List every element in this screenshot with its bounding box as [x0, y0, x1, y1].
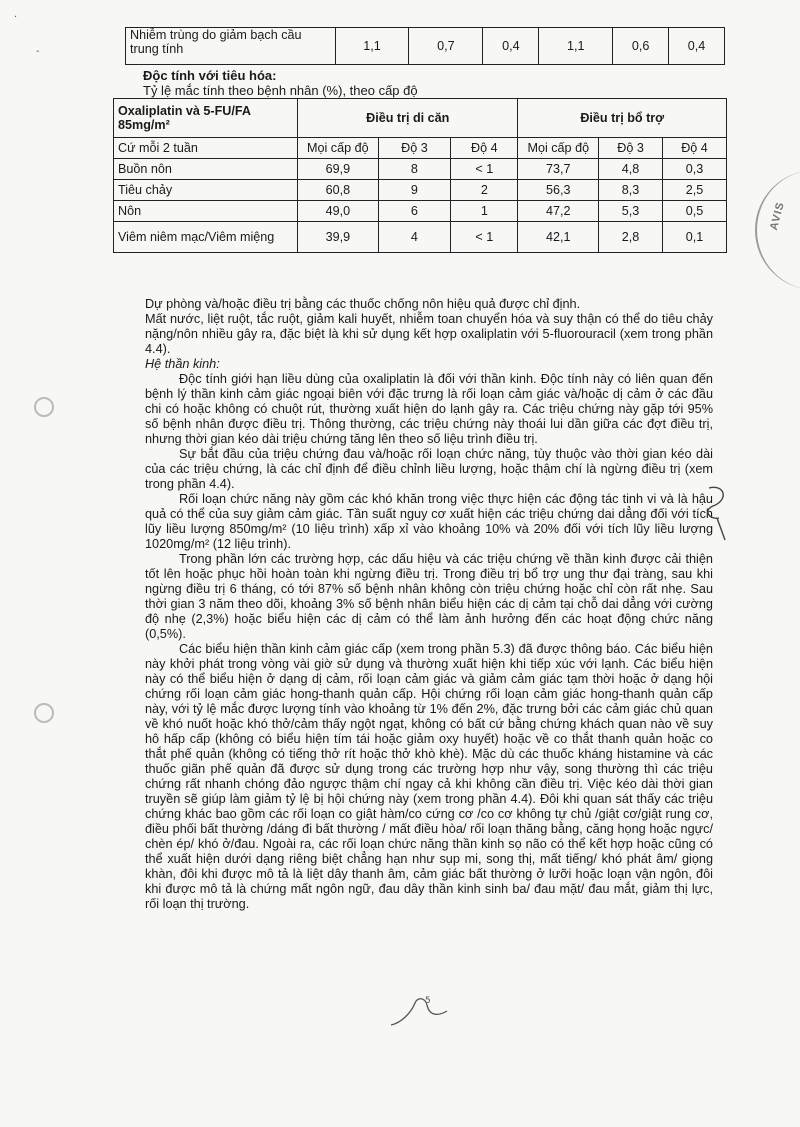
- row-label: Nhiễm trùng do giảm bạch cầu trung tính: [126, 28, 336, 65]
- paragraph: Sự bắt đầu của triệu chứng đau và/hoặc rối loạn chức năng, tùy thuộc vào thời gian kéo dài của các triệu chứng, là các chỉ định để điều chỉnh liều lượng, hoặc thậm chí là ngừng điều trị (xem trong phần 4.4).: [145, 447, 713, 491]
- table-cell: 9: [378, 180, 451, 201]
- punch-hole-icon: [34, 703, 54, 723]
- table-cell: 2: [451, 180, 518, 201]
- paragraph: Các biểu hiện thần kinh cảm giác cấp (xem trong phần 5.3) đã được thông báo. Các biểu hiện này khởi phát trong vòng vài giờ sử dụng và thường xuất hiện khi tiếp xúc với lạnh. Các biểu hiện này có thể biểu hiện ở dạng dị cảm, rối loạn cảm giác và giảm cảm giác tạm thời hoặc ở dạng hội chứng rối loạn cảm giác hong-thanh quản cấp. Hội chứng rối loạn cảm giác hong-thanh quản cấp này, với tỷ lệ mắc được lượng tính vào khoảng từ 1% đến 2%, đặc trưng bởi các cảm giác chủ quan về khó nuốt hoặc khó thở/cảm thấy ngột ngạt, không có bất cứ bằng chứng khách quan nào về suy hô hấp cấp (không có biểu hiện tím tái hoặc giảm oxy huyết) hoặc về co thắt thanh quản hoặc co thắt phế quản (không có tiếng thở rít hoặc thở khò khè). Mặc dù các thuốc kháng histamine và các thuốc giãn phế quản đã được sử dụng trong các trường hợp như vậy, song thường thì các triệu chứng rất nhanh chóng đảo ngược thậm chí ngay cả khi không cần điều trị. Việc kéo dài thời gian truyền sẽ giúp làm giảm tỷ lệ bị hội chứng này (xem trong phần 4.4). Đôi khi quan sát thấy các triệu chứng khác bao gồm các rối loạn co giật hàm/co cứng cơ /co cơ không tự chủ /giật cơ/giật rung cơ, điều phối bất thường /dáng đi bất thường / mất điều hòa/ rối loạn thăng bằng, căng họng hoặc ngực/ chèn ép/ khó ở/đau. Ngoài ra, các rối loạn chức năng thần kinh sọ não có thể kết hợp hoặc cũng có thể xuất hiện dưới dạng riêng biệt chẳng hạn như sụp mi, song thị, mất tiếng/ khó phát âm/ giọng khàn, đôi khi được mô tả là liệt dây thanh âm, cảm giác bất thường ở lưỡi hoặc loạn vận ngôn, đôi khi được mô tả là chứng mất ngôn ngữ, đau dây thần kinh sinh ba/ đau mặt/ đau mắt, giảm thị lực, rối loạn thị trường.: [145, 642, 713, 911]
- table-cell: 1,1: [335, 28, 409, 65]
- section-subtitle: Tỷ lệ mắc tính theo bệnh nhân (%), theo cấp độ: [143, 83, 418, 98]
- column-header: Mọi cấp độ: [298, 138, 379, 159]
- corner-mark: ·: [14, 12, 18, 23]
- paragraph: Trong phần lớn các trường hợp, các dấu hiệu và các triệu chứng về thần kinh được cải thiện tốt lên hoặc phục hồi hoàn toàn khi ngừng điều trị. Trong điều trị bổ trợ ung thư đại tràng, sau khi ngừng điều trị 6 tháng, có tới 87% số bệnh nhân không còn triệu chứng hoặc chỉ còn rất nhẹ. Sau thời gian 3 năm theo dõi, khoảng 3% số bệnh nhân biểu hiện các dị cảm tại chỗ dai dẳng với cường độ nhẹ (2,3%) hoặc biểu hiện các dị cảm có thể làm ảnh hưởng đến các hoạt động chức năng (0,5%).: [145, 552, 713, 641]
- table-cell: 69,9: [298, 159, 379, 180]
- column-header: Mọi cấp độ: [518, 138, 599, 159]
- table-row: [114, 180, 727, 201]
- regimen-header: Oxaliplatin và 5-FU/FA 85mg/m²: [114, 99, 298, 138]
- table-cell: 0,1: [663, 222, 727, 253]
- table-cell: < 1: [451, 159, 518, 180]
- table-cell: 49,0: [298, 201, 379, 222]
- table-cell: 0,5: [663, 201, 727, 222]
- table-cell: < 1: [451, 222, 518, 253]
- table-cell: 73,7: [518, 159, 599, 180]
- column-header: Độ 4: [451, 138, 518, 159]
- column-header: Độ 4: [663, 138, 727, 159]
- neutropenia-infection-table: [125, 27, 725, 65]
- table-cell: 1: [451, 201, 518, 222]
- row-label: Tiêu chảy: [114, 180, 298, 201]
- column-header: Độ 3: [378, 138, 451, 159]
- table-cell: 0,6: [613, 28, 669, 65]
- table-row: [126, 28, 725, 65]
- body-text: [145, 297, 713, 912]
- stamp-fragment: [755, 170, 800, 290]
- adjuvant-header: Điều trị bổ trợ: [518, 99, 727, 138]
- row-label: Buồn nôn: [114, 159, 298, 180]
- schedule-header: Cứ mỗi 2 tuần: [114, 138, 298, 159]
- punch-hole-icon: [34, 397, 54, 417]
- table-cell: 0,7: [409, 28, 483, 65]
- table-cell: 4: [378, 222, 451, 253]
- table-subheader-row: [114, 138, 727, 159]
- table-cell: 60,8: [298, 180, 379, 201]
- metastatic-header: Điều trị di căn: [298, 99, 518, 138]
- corner-mark: -: [36, 46, 40, 57]
- table-cell: 42,1: [518, 222, 599, 253]
- section-title: Độc tính với tiêu hóa:: [143, 68, 277, 83]
- paragraph: Rối loạn chức năng này gồm các khó khăn trong việc thực hiện các động tác tinh vi và là hậu quả có thể của suy giảm cảm giác. Tần suất nguy cơ xuất hiện các triệu chứng dai dẳng đối với tích lũy liều lượng 850mg/m² (10 liệu trình) xấp xỉ vào khoảng 10% và 20% đối với tích lũy liều lượng 1020mg/m² (12 liệu trình).: [145, 492, 713, 551]
- handwritten-signature-icon: [385, 993, 455, 1033]
- table-cell: 5,3: [599, 201, 663, 222]
- table-row: [114, 222, 727, 253]
- table-cell: 4,8: [599, 159, 663, 180]
- paragraph: Dự phòng và/hoặc điều trị bằng các thuốc chống nôn hiệu quả được chỉ định.: [145, 297, 581, 311]
- handwritten-initial-icon: [695, 480, 735, 550]
- paragraph: Độc tính giới hạn liều dùng của oxaliplatin là đối với thần kinh. Độc tính này có liên quan đến bệnh lý thần kinh cảm giác ngoại biên với đặc trưng là rối loạn cảm giác và/hoặc dị cảm ở các đầu chi có hoặc không có chuột rút, thường xuất hiện do lạnh gây ra. Các triệu chứng này gặp tới 95% số bệnh nhân được điều trị. Thông thường, các triệu chứng này thoái lui dần giữa các đợt điều trị, nhưng thời gian kéo dài triệu chứng tăng lên theo số liệu trình điều trị.: [145, 372, 713, 446]
- table-cell: 8: [378, 159, 451, 180]
- row-label: Nôn: [114, 201, 298, 222]
- table-row: [114, 201, 727, 222]
- table-cell: 6: [378, 201, 451, 222]
- table-cell: 39,9: [298, 222, 379, 253]
- svg-text:5: 5: [425, 996, 431, 1006]
- table-cell: 0,4: [483, 28, 539, 65]
- table-cell: 8,3: [599, 180, 663, 201]
- subsection-heading: Hệ thần kinh:: [145, 357, 220, 371]
- table-cell: 2,5: [663, 180, 727, 201]
- row-label: Viêm niêm mạc/Viêm miệng: [114, 222, 298, 253]
- table-cell: 47,2: [518, 201, 599, 222]
- table-cell: 1,1: [539, 28, 613, 65]
- table-cell: 2,8: [599, 222, 663, 253]
- table-header-row: [114, 99, 727, 138]
- table-cell: 0,3: [663, 159, 727, 180]
- stamp-text: AVIS: [767, 200, 787, 232]
- column-header: Độ 3: [599, 138, 663, 159]
- paragraph: Mất nước, liệt ruột, tắc ruột, giảm kali huyết, nhiễm toan chuyển hóa và suy thận có thể do tiêu chảy nặng/nôn nhiều gây ra, đặc biệt là khi sử dụng kết hợp oxaliplatin với 5-fluorouracil (xem trong phần 4.4).: [145, 312, 713, 356]
- table-cell: 0,4: [669, 28, 725, 65]
- gi-toxicity-table: [113, 98, 727, 253]
- table-cell: 56,3: [518, 180, 599, 201]
- table-row: [114, 159, 727, 180]
